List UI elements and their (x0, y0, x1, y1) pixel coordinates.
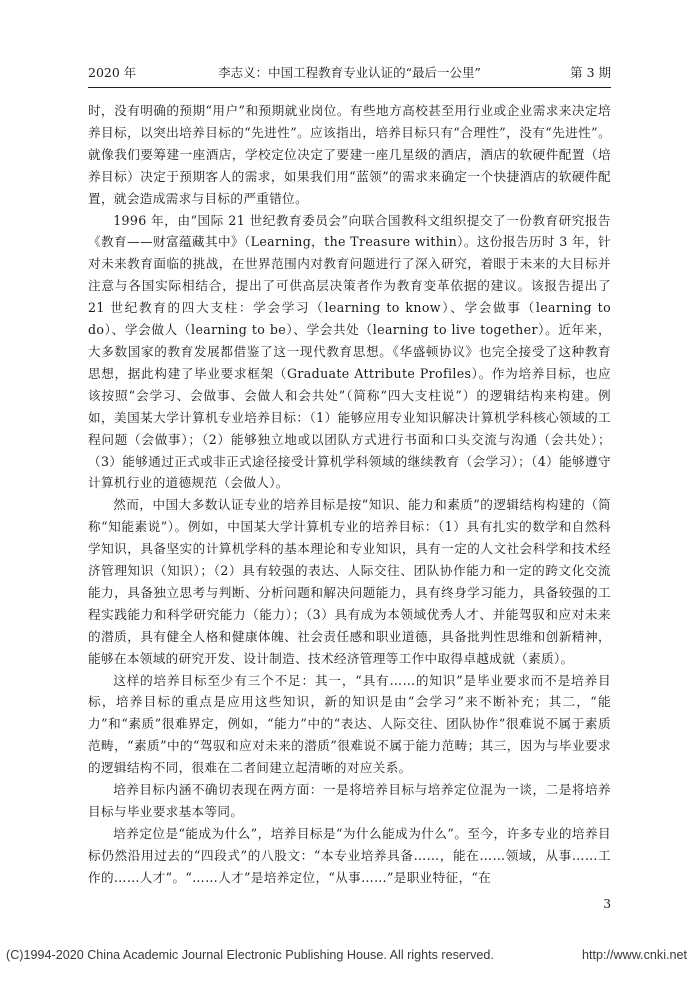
paragraph-1996-report: 1996 年，由“国际 21 世纪教育委员会”向联合国教科文组织提交了一份教育研究报告《教育——财富蕴藏其中》（Learning，the Treasure within）。这份报告历时 3 年，针对未来教育面临的挑战，在世界范围内对教育问题进行了深入研究，着眼于未来的大目标并注意与各国实际相结合，提出了可供高层决策者作为教育变革依据的建议。该报告提出了 21 世纪教育的四大支柱：学会学习（learning to know）、学会做事（learning to do）、学会做人（learning to be）、学会共处（learning to live together）。近年来，大多数国家的教育发展都借鉴了这一现代教育思想。《华盛顿协议》也完全接受了这种教育思想，据此构建了毕业要求框架（Graduate Attribute Profiles）。作为培养目标，也应该按照“会学习、会做事、会做人和会共处”（简称“四大支柱说”）的逻辑结构来构建。例如，美国某大学计算机专业培养目标：（1）能够应用专业知识解决计算机学科核心领域的工程问题（会做事）；（2）能够独立地或以团队方式进行书面和口头交流与沟通（会共处）；（3）能够通过正式或非正式途径接受计算机学科领域的继续教育（会学习）；（4）能够遵守计算机行业的道德规范（会做人）。 (88, 212, 611, 491)
header-rule (88, 87, 611, 88)
header-issue: 第 3 期 (570, 65, 611, 80)
page-number: 3 (603, 897, 611, 911)
paragraph-three-shortcomings: 这样的培养目标至少有三个不足：其一，“具有……的知识”是毕业要求而不是培养目标，培养目标的重点是应用这些知识，新的知识是由“会学习”来不断补充；其二，“能力”和“素质”很难界定，例如，“能力”中的“表达、人际交往、团队协作”很难说不属于素质范畴，“素质”中的“驾驭和应对未来的潜质”很难说不属于能力范畴；其三，因为与毕业要求的逻辑结构不同，很难在二者间建立起清晰的对应关系。 (88, 672, 611, 776)
paragraph-positioning: 培养定位是“能成为什么”，培养目标是“为什么能成为什么”。至今，许多专业的培养目标仍然沿用过去的“四段式”的八股文：“本专业培养具备……，能在……领域，从事……工作的……人才”。“……人才”是培养定位，“从事……”是职业特征，“在 (88, 825, 611, 885)
footer (6, 948, 687, 962)
running-header (88, 63, 611, 85)
header-year: 2020 年 (88, 65, 137, 80)
paragraph-connotation: 培养目标内涵不确切表现在两方面：一是将培养目标与培养定位混为一谈，二是将培养目标与毕业要求基本等同。 (88, 782, 611, 819)
header-title: 李志义：中国工程教育专业认证的“最后一公里” (218, 65, 481, 80)
paragraph-continuation: 时，没有明确的预期“用户”和预期就业岗位。有些地方高校甚至用行业或企业需求来决定培养目标，以突出培养目标的“先进性”。应该指出，培养目标只有“合理性”，没有“先进性”。就像我们要筹建一座酒店，学校定位决定了要建一座几星级的酒店，酒店的软硬件配置（培养目标）决定于预期客人的需求，如果我们用“蓝领”的需求来确定一个快捷酒店的软硬件配置，就会造成需求与目标的严重错位。 (88, 103, 611, 206)
footer-url[interactable]: http://www.cnki.net (582, 948, 687, 962)
footer-copyright: (C)1994-2020 China Academic Journal Electronic Publishing House. All rights reserved. (6, 948, 494, 962)
article-body (88, 100, 611, 889)
paragraph-chinese-objectives: 然而，中国大多数认证专业的培养目标是按“知识、能力和素质”的逻辑结构构建的（简称“知能素说”）。例如，中国某大学计算机专业的培养目标：（1）具有扎实的数学和自然科学知识，具备坚实的计算机学科的基本理论和专业知识，具有一定的人文社会科学和技术经济管理知识（知识）；（2）具有较强的表达、人际交往、团队协作能力和一定的跨文化交流能力，具备独立思考与判断、分析问题和解决问题能力，具有终身学习能力，具备较强的工程实践能力和科学研究能力（能力）；（3）具有成为本领域优秀人才、并能驾驭和应对未来的潜质，具有健全人格和健康体魄、社会责任感和职业道德，具备批判性思维和创新精神，能够在本领域的研究开发、设计制造、技术经济管理等工作中取得卓越成就（素质）。 (88, 497, 611, 666)
